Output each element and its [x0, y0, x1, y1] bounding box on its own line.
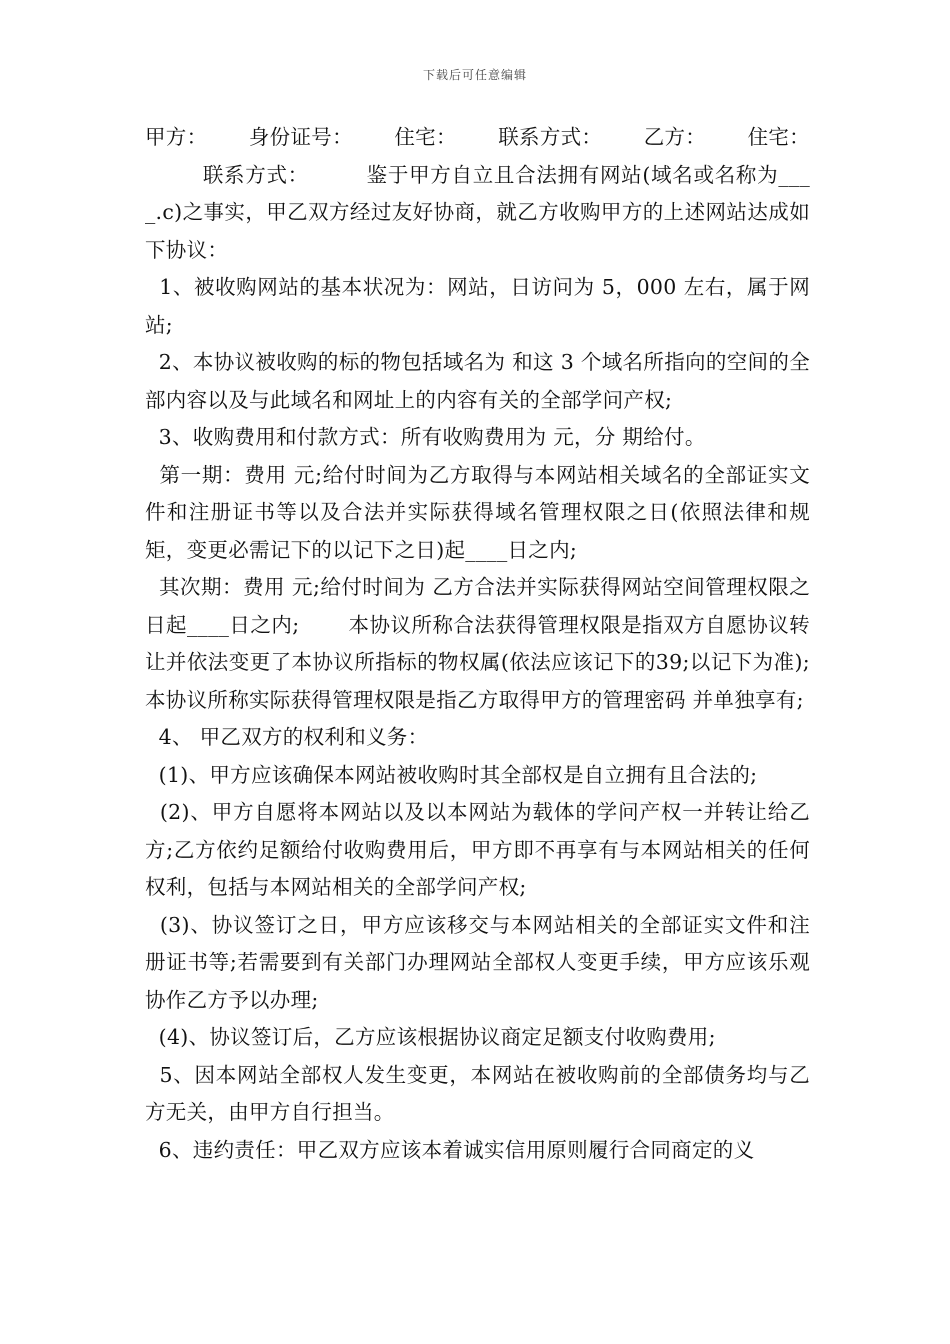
clause-6: 6、违约责任：甲乙双方应该本着诚实信用原则履行合同商定的义 — [145, 1137, 755, 1162]
contact-label-a: 联系方式： — [498, 125, 603, 149]
clause-4-item-1: (1)、甲方应该确保本网站被收购时其全部权是自立拥有且合法的; — [145, 762, 758, 787]
residence-label-a: 住宅： — [394, 125, 457, 149]
clause-3-phase-2: 其次期：费用 元;给付时间为 乙方合法并实际获得网站空间管理权限之日起____日之内; 本协议所称合法获得管理权限是指双方自愿协议转让并依法变更了本协议所指标的物权属(依法应该记下的39;以记下为准); 本协议所称实际获得管理权限是指乙方取得甲方的管理密码 并单独享有; — [145, 575, 858, 712]
clause-4-item-4: (4)、协议签订后，乙方应该根据协议商定足额支付收购费用; — [145, 1025, 716, 1049]
id-number-label: 身份证号： — [248, 125, 353, 149]
clause-5: 5、因本网站全部权人发生变更，本网站在被收购前的全部债务均与乙方无关，由甲方自行担当。 — [145, 1062, 810, 1124]
clause-4: 4、 甲乙双方的权利和义务： — [145, 725, 429, 749]
document-body — [145, 119, 858, 1169]
residence-label-b: 住宅： — [747, 125, 810, 149]
preamble-paragraph: 联系方式： 鉴于甲方自立且合法拥有网站(域名或名称为____.c)之事实，甲乙双方经过友好协商，就乙方收购甲方的上述网站达成如下协议： — [145, 162, 810, 262]
party-a-label: 甲方： — [145, 125, 208, 149]
party-b-label: 乙方： — [643, 125, 707, 149]
clause-2: 2、本协议被收购的标的物包括域名为 和这 3 个域名所指向的空间的全部内容以及与此域名和网址上的内容有关的全部学问产权; — [145, 350, 810, 412]
party-info-line — [145, 119, 810, 157]
clause-3: 3、收购费用和付款方式：所有收购费用为 元，分 期给付。 — [145, 425, 706, 449]
clause-3-phase-1: 第一期：费用 元;给付时间为乙方取得与本网站相关域名的全部证实文件和注册证书等以及合法并实际获得域名管理权限之日(依照法律和规矩，变更必需记下的以记下之日)起____日之内; — [145, 462, 810, 562]
header-note: 下载后可任意编辑 — [422, 68, 527, 82]
clause-4-item-3: (3)、协议签订之日，甲方应该移交与本网站相关的全部证实文件和注册证书等;若需要到有关部门办理网站全部权人变更手续，甲方应该乐观协作乙方予以办理; — [145, 912, 810, 1012]
clause-4-item-2: (2)、甲方自愿将本网站以及以本网站为载体的学问产权一并转让给乙方;乙方依约足额给付收购费用后，甲方即不再享有与本网站相关的任何权利，包括与本网站相关的全部学问产权; — [145, 800, 810, 899]
clause-1: 1、被收购网站的基本状况为：网站，日访问为 5，000 左右，属于网站; — [145, 275, 810, 337]
